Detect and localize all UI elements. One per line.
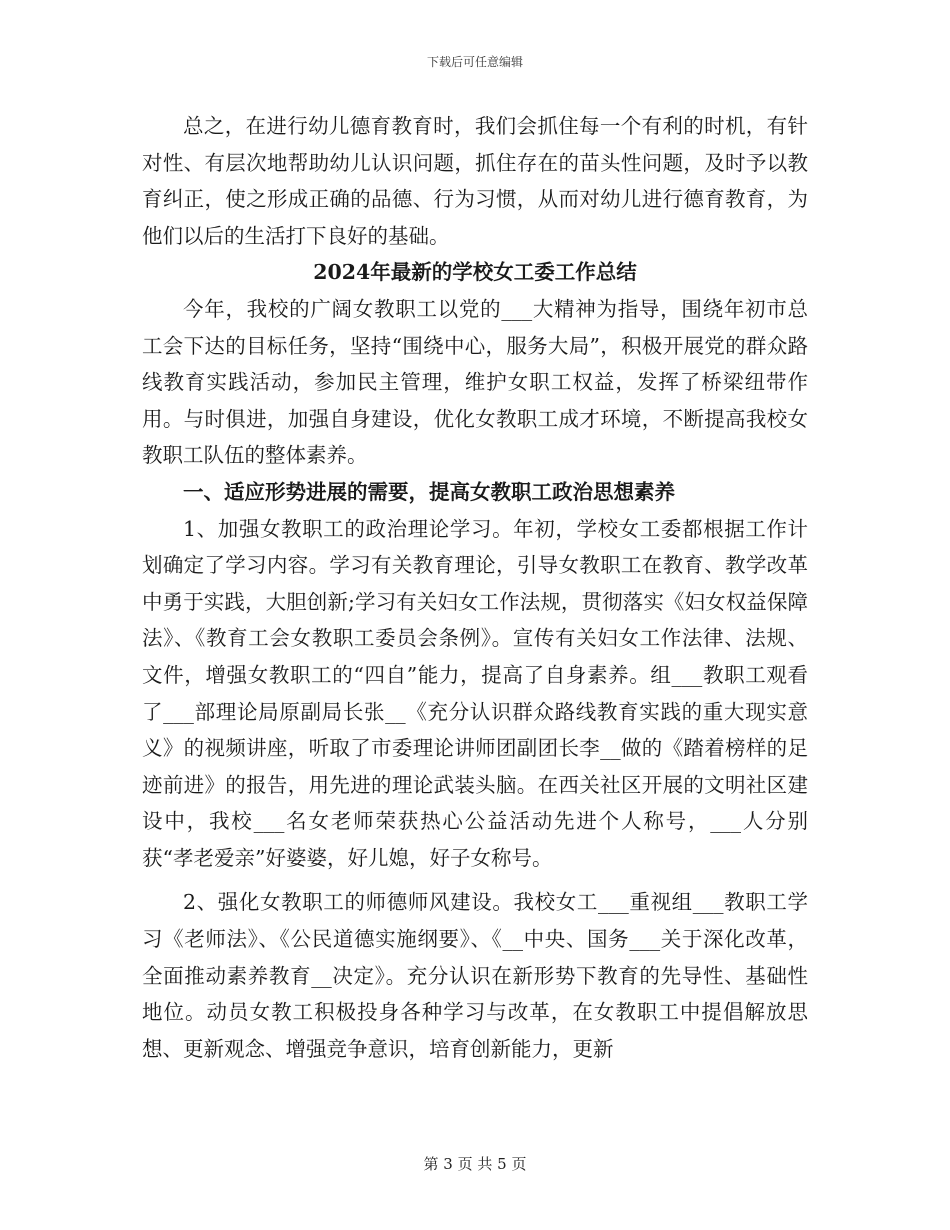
- paragraph-conclusion: 总之，在进行幼儿德育教育时，我们会抓住每一个有利的时机，有针对性、有层次地帮助幼儿认识问题，抓住存在的苗头性问题，及时予以教育纠正，使之形成正确的品德、行为习惯，从而对幼儿进行德育教育，为他们以后的生活打下良好的基础。: [142, 114, 808, 248]
- paragraph-intro: 今年，我校的广阔女教职工以党的___大精神为指导，围绕年初市总工会下达的目标任务，坚持“围绕中心，服务大局”，积极开展党的群众路线教育实践活动，参加民主管理，维护女职工权益，发挥了桥梁纽带作用。与时俱进，加强自身建设，优化女教职工成才环境，不断提高我校女教职工队伍的整体素养。: [142, 296, 808, 468]
- paragraph-item-2: 2、强化女教职工的师德师风建设。我校女工___重视组___教职工学习《老师法》、《公民道德实施纲要》、《__中央、国务___关于深化改革，全面推动素养教育__决定》。充分认识在新形势下教育的先导性、基础性地位。动员女教工积极投身各种学习与改革，在女教职工中提倡解放思想、更新观念、增强竞争意识，培育创新能力，更新: [142, 890, 808, 1061]
- paragraph-item-1: 1、加强女教职工的政治理论学习。年初，学校女工委都根据工作计划确定了学习内容。学习有关教育理论，引导女教职工在教育、教学改革中勇于实践，大胆创新;学习有关妇女工作法规，贯彻落实《妇女权益保障法》、《教育工会女教职工委员会条例》。宣传有关妇女工作法律、法规、文件，增强女教职工的“四自”能力，提高了自身素养。组___教职工观看了___部理论局原副局长张__《充分认识群众路线教育实践的重大现实意义》的视频讲座，听取了市委理论讲师团副团长李__做的《踏着榜样的足迹前进》的报告，用先进的理论武装头脑。在西关社区开展的文明社区建设中，我校___名女老师荣获热心公益活动先进个人称号，___人分别获“孝老爱亲”好婆婆，好儿媳，好子女称号。: [142, 516, 808, 870]
- page-header-note: 下载后可任意编辑: [426, 55, 523, 69]
- document-title: 2024年最新的学校女工委工作总结: [313, 260, 637, 285]
- section-heading-1: 一、适应形势进展的需要，提高女教职工政治思想素养: [183, 479, 675, 504]
- page-number: 第 3 页 共 5 页: [423, 1155, 527, 1173]
- paragraph-gap: [142, 876, 808, 884]
- document-body: [142, 108, 808, 1067]
